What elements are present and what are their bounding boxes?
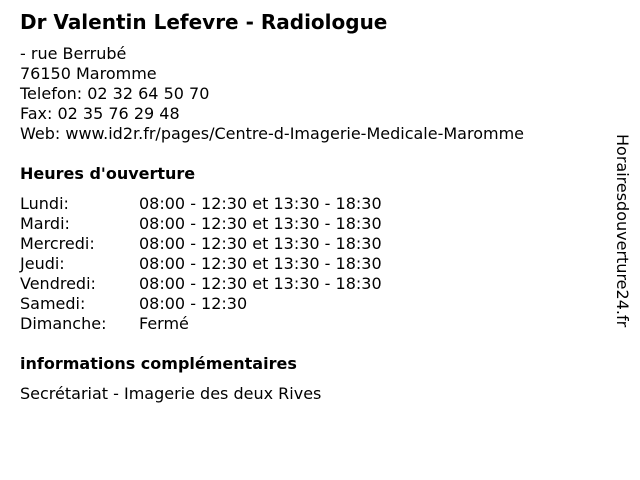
page-title: Dr Valentin Lefevre - Radiologue [20,10,388,34]
opening-hours-heading: Heures d'ouverture [20,164,196,183]
day-label: Mardi: [20,214,70,233]
additional-info-heading: informations complémentaires [20,354,297,373]
address-block [20,44,524,144]
time-range: 08:00 - 12:30 et 13:30 - 18:30 [139,194,382,213]
time-range: Fermé [139,314,189,333]
city-address: 76150 Maromme [20,64,157,83]
day-label: Samedi: [20,294,86,313]
fax-number: Fax: 02 35 76 29 48 [20,104,180,123]
time-range: 08:00 - 12:30 et 13:30 - 18:30 [139,214,382,233]
time-range: 08:00 - 12:30 et 13:30 - 18:30 [139,234,382,253]
day-label: Lundi: [20,194,69,213]
phone-number: Telefon: 02 32 64 50 70 [20,84,210,103]
day-label: Vendredi: [20,274,96,293]
side-brand-watermark: Horairesdouverture24.fr [613,134,632,328]
additional-info-text: Secrétariat - Imagerie des deux Rives [20,384,322,403]
day-label: Mercredi: [20,234,95,253]
time-range: 08:00 - 12:30 [139,294,248,313]
time-range: 08:00 - 12:30 et 13:30 - 18:30 [139,274,382,293]
street-address: - rue Berrubé [20,44,127,63]
time-range: 08:00 - 12:30 et 13:30 - 18:30 [139,254,382,273]
day-label: Jeudi: [20,254,65,273]
website-link: Web: www.id2r.fr/pages/Centre-d-Imagerie-Medicale-Maromme [20,124,525,143]
day-label: Dimanche: [20,314,107,333]
